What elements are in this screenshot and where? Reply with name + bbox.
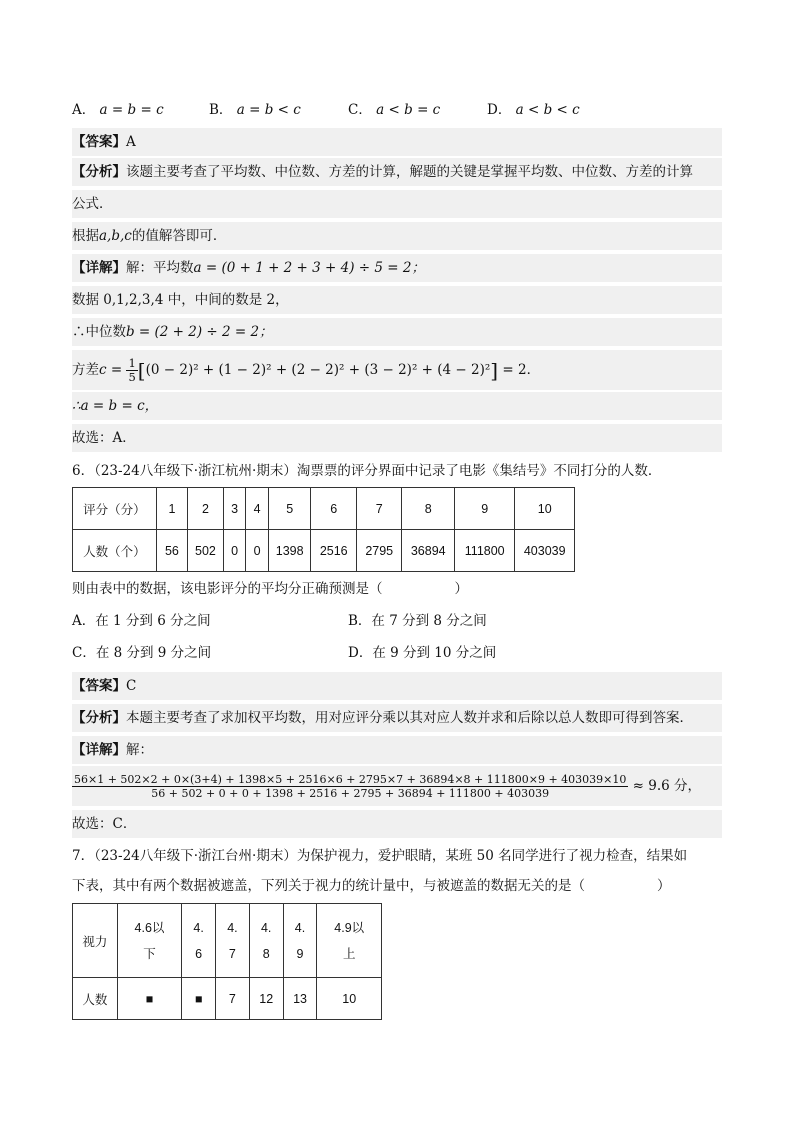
table-cell: 1398 xyxy=(268,530,311,572)
q5-detail-line-4 xyxy=(72,350,722,390)
covered-cell: ■ xyxy=(117,978,182,1020)
q6-option-d[interactable]: D．在 9 分到 10 分之间 xyxy=(348,645,497,661)
var-a: a xyxy=(236,102,245,118)
q5-detail-line-5 xyxy=(72,392,722,420)
var-b: b xyxy=(404,102,413,118)
question-stem: 7．（23-24八年级下·浙江台州·期末）为保护视力，爱护眼睛，某班 50 名同学进行了视力检查，结果如 xyxy=(72,848,688,864)
numerator: 1 xyxy=(128,356,136,370)
var-c: c xyxy=(572,102,580,118)
q6-options-row-2 xyxy=(72,639,722,667)
table-cell: 5 xyxy=(268,488,311,530)
table-header-cell: 人数 xyxy=(73,978,118,1020)
table-row xyxy=(73,978,382,1020)
var-a: a xyxy=(515,102,524,118)
option-letter: D． xyxy=(487,102,512,118)
q6-option-b[interactable]: B．在 7 分到 8 分之间 xyxy=(348,613,487,629)
table-cell: 36894 xyxy=(402,530,455,572)
cell-line: 上 xyxy=(342,946,356,961)
var-a: a xyxy=(99,102,108,118)
answer-value: C xyxy=(126,678,137,694)
table-cell: 56 xyxy=(156,530,188,572)
denominator: 5 xyxy=(128,370,136,384)
q5-choose-line xyxy=(72,424,722,452)
question-stem: 6．（23-24八年级下·浙江杭州·期末）淘票票的评分界面中记录了电影《集结号》不同打分的人数． xyxy=(72,463,662,479)
table-cell: 403039 xyxy=(515,530,575,572)
detail-text: ∴中位数 xyxy=(72,324,126,340)
q7-stem-line-2 xyxy=(72,872,722,900)
choose-text: 故选：C． xyxy=(72,816,137,832)
var-c: c xyxy=(432,102,441,118)
option-letter: A． xyxy=(72,102,96,118)
table-header-cell: 评分（分） xyxy=(73,488,157,530)
formula: c = xyxy=(99,362,127,378)
operator: = xyxy=(140,102,152,118)
table-row xyxy=(73,488,575,530)
table-cell xyxy=(216,904,250,978)
q5-analysis-line-1 xyxy=(72,158,722,186)
formula: (0 − 2)² + (1 − 2)² + (2 − 2)² + (3 − 2)² + (4 − 2)² xyxy=(145,362,491,378)
q5-option-a[interactable] xyxy=(72,96,164,124)
table-cell: 3 xyxy=(223,488,246,530)
table-cell: 0 xyxy=(223,530,246,572)
q6-options-row-1 xyxy=(72,607,722,635)
q5-analysis-line-3 xyxy=(72,222,722,250)
cell-line: 4. xyxy=(260,920,272,935)
answer-label: 【答案】 xyxy=(72,134,126,150)
table-cell: 12 xyxy=(249,978,283,1020)
q6-option-a[interactable]: A．在 1 分到 6 分之间 xyxy=(72,613,211,629)
table-cell: 1 xyxy=(156,488,188,530)
table-cell: 502 xyxy=(188,530,224,572)
question-stem: 下表，其中有两个数据被遮盖，下列关于视力的统计量中，与被遮盖的数据无关的是（ xyxy=(72,878,585,894)
formula: = 2． xyxy=(498,362,541,378)
table-cell xyxy=(249,904,283,978)
cell-line: 6 xyxy=(195,946,203,961)
table-cell: 2795 xyxy=(356,530,402,572)
table-row xyxy=(73,904,382,978)
variables: a,b,c xyxy=(99,228,132,244)
table-cell: 6 xyxy=(311,488,357,530)
question-text: ） xyxy=(454,581,468,597)
q6-answer-line xyxy=(72,672,722,700)
var-c: c xyxy=(156,102,164,118)
q6-analysis-line xyxy=(72,704,722,732)
table-header-cell: 人数（个） xyxy=(73,530,157,572)
q5-option-d[interactable] xyxy=(487,96,580,124)
formula: ∴a = b = c， xyxy=(72,398,159,414)
operator: = xyxy=(249,102,261,118)
detail-text: 解：平均数 xyxy=(126,260,194,276)
weighted-average-fraction xyxy=(72,773,628,800)
table-cell: 4 xyxy=(246,488,269,530)
cell-line: 4. xyxy=(294,920,306,935)
cell-line: 4. xyxy=(193,920,204,935)
operator: = xyxy=(111,102,124,118)
operator: < xyxy=(556,102,568,118)
cell-line: 下 xyxy=(143,946,156,961)
q6-fraction-line xyxy=(72,766,722,806)
operator: < xyxy=(527,102,540,118)
cell-line: 4. xyxy=(227,920,238,935)
table-cell xyxy=(117,904,182,978)
q5-detail-line-1 xyxy=(72,254,722,282)
option-letter: B． xyxy=(209,102,233,118)
var-b: b xyxy=(127,102,137,118)
cell-line: 4.9以 xyxy=(334,920,365,935)
detail-label: 【详解】 xyxy=(72,260,126,276)
q6-stem xyxy=(72,457,722,485)
formula: b = (2 + 2) ÷ 2 = 2； xyxy=(126,324,273,340)
table-cell: 8 xyxy=(402,488,455,530)
operator: < xyxy=(388,102,400,118)
table-row xyxy=(73,530,575,572)
answer-label: 【答案】 xyxy=(72,678,126,694)
q6-detail-line xyxy=(72,736,722,764)
table-cell xyxy=(283,904,317,978)
analysis-text: 根据 xyxy=(72,228,99,244)
table-cell xyxy=(317,904,382,978)
q5-detail-line-2 xyxy=(72,286,722,314)
q6-score-table xyxy=(72,487,575,572)
table-cell: 13 xyxy=(283,978,317,1020)
q5-options-row xyxy=(72,96,722,124)
q5-option-c[interactable] xyxy=(348,96,440,124)
q5-option-b[interactable] xyxy=(209,96,301,124)
formula: a = (0 + 1 + 2 + 3 + 4) ÷ 5 = 2； xyxy=(193,260,425,276)
formula-result: ≈ 9.6 分， xyxy=(628,778,702,794)
table-cell: 10 xyxy=(317,978,382,1020)
operator: < xyxy=(277,102,289,118)
q7-vision-table xyxy=(72,903,382,1020)
right-bracket: ] xyxy=(490,358,499,383)
q6-question xyxy=(72,575,722,603)
choose-text: 故选：A． xyxy=(72,430,136,446)
detail-text: 解： xyxy=(126,742,153,758)
table-cell xyxy=(182,904,216,978)
operator: = xyxy=(417,102,429,118)
detail-label: 【详解】 xyxy=(72,742,126,758)
table-cell: 111800 xyxy=(454,530,514,572)
q5-detail-line-3 xyxy=(72,318,722,346)
q5-analysis-line-2 xyxy=(72,190,722,218)
analysis-label: 【分析】 xyxy=(72,164,126,180)
fraction xyxy=(126,357,137,384)
table-cell: 2516 xyxy=(311,530,357,572)
detail-text: 数据 0,1,2,3,4 中，中间的数是 2， xyxy=(72,292,289,308)
denominator: 56 + 502 + 0 + 0 + 1398 + 2516 + 2795 + 36894 + 111800 + 403039 xyxy=(151,787,550,800)
answer-value: A xyxy=(126,134,136,150)
analysis-text: 该题主要考查了平均数、中位数、方差的计算，解题的关键是掌握平均数、中位数、方差的计算 xyxy=(126,164,693,180)
analysis-text: 的值解答即可． xyxy=(131,228,227,244)
table-cell: 0 xyxy=(246,530,269,572)
q6-choose-line xyxy=(72,810,722,838)
analysis-text: 本题主要考查了求加权平均数，用对应评分乘以其对应人数并求和后除以总人数即可得到答案． xyxy=(126,710,693,726)
table-header-cell: 视力 xyxy=(73,904,118,978)
var-c: c xyxy=(293,102,301,118)
table-cell: 10 xyxy=(515,488,575,530)
cell-line: 9 xyxy=(296,946,304,961)
table-cell: 2 xyxy=(188,488,224,530)
cell-line: 4.6以 xyxy=(134,920,165,935)
q7-stem-line-1 xyxy=(72,842,722,870)
cell-line: 7 xyxy=(228,946,236,961)
table-cell: 9 xyxy=(454,488,514,530)
question-text: 则由表中的数据，该电影评分的平均分正确预测是（ xyxy=(72,581,383,597)
numerator: 56×1 + 502×2 + 0×(3+4) + 1398×5 + 2516×6 + 2795×7 + 36894×8 + 111800×9 + 403039×10 xyxy=(74,773,627,786)
table-cell: 7 xyxy=(216,978,250,1020)
detail-text: 方差 xyxy=(72,362,99,378)
var-a: a xyxy=(376,102,385,118)
var-b: b xyxy=(543,102,553,118)
q6-option-c[interactable]: C．在 8 分到 9 分之间 xyxy=(72,645,212,661)
left-bracket: [ xyxy=(137,358,146,383)
table-cell: 7 xyxy=(356,488,402,530)
option-letter: C． xyxy=(348,102,372,118)
covered-cell: ■ xyxy=(182,978,216,1020)
analysis-text: 公式． xyxy=(72,196,113,212)
q5-answer-line xyxy=(72,128,722,156)
var-b: b xyxy=(264,102,274,118)
analysis-label: 【分析】 xyxy=(72,710,126,726)
question-stem: ） xyxy=(657,878,671,894)
cell-line: 8 xyxy=(262,946,270,961)
